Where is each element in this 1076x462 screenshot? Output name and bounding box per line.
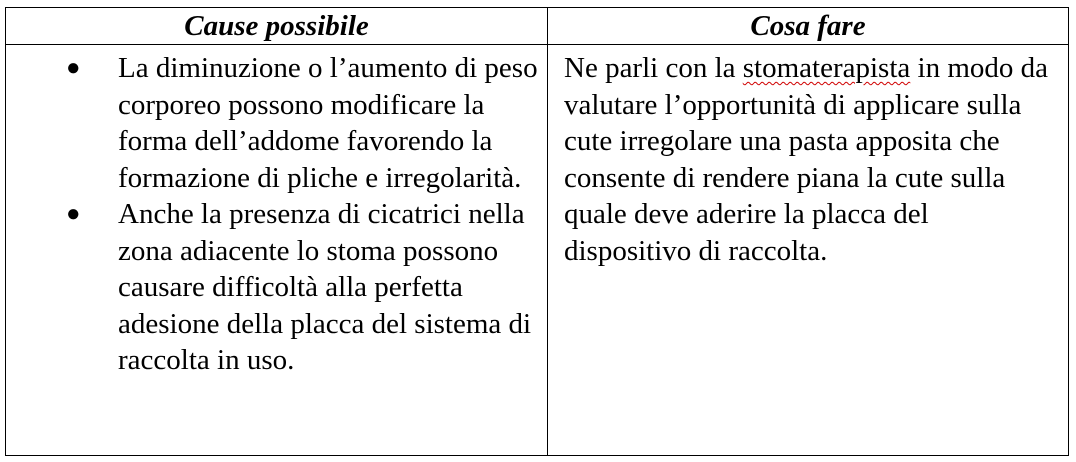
action-text-end: in modo da valutare l’opportunità di applicare sulla cute irregolare una pasta apposita che consente di rendere piana la cute sulla quale deve aderire la placca del dispositivo di raccolta. <box>564 52 1049 267</box>
bullet-icon: ● <box>66 55 81 81</box>
bullet-icon: ● <box>66 201 81 227</box>
causes-list <box>6 45 547 379</box>
causes-actions-table <box>5 7 1069 456</box>
content-row <box>6 45 1069 456</box>
header-actions: Cosa fare <box>548 8 1069 45</box>
actions-cell <box>548 45 1069 456</box>
cause-text: Anche la presenza di cicatrici nella zona adiacente lo stoma possono causare difficoltà alla perfetta adesione della placca del sistema di raccolta in uso. <box>118 198 532 376</box>
cause-text: La diminuzione o l’aumento di peso corporeo possono modificare la forma dell’addome favorendo la formazione di pliche e irregolarità. <box>118 52 538 194</box>
action-text-start: Ne parli con la <box>564 52 743 84</box>
causes-cell <box>6 45 548 456</box>
cause-item <box>6 50 547 196</box>
header-row <box>6 8 1069 45</box>
header-causes: Cause possibile <box>6 8 548 45</box>
cause-item <box>6 196 547 379</box>
action-paragraph <box>548 45 1068 269</box>
spellcheck-flagged-word[interactable]: stomaterapista <box>742 52 911 84</box>
